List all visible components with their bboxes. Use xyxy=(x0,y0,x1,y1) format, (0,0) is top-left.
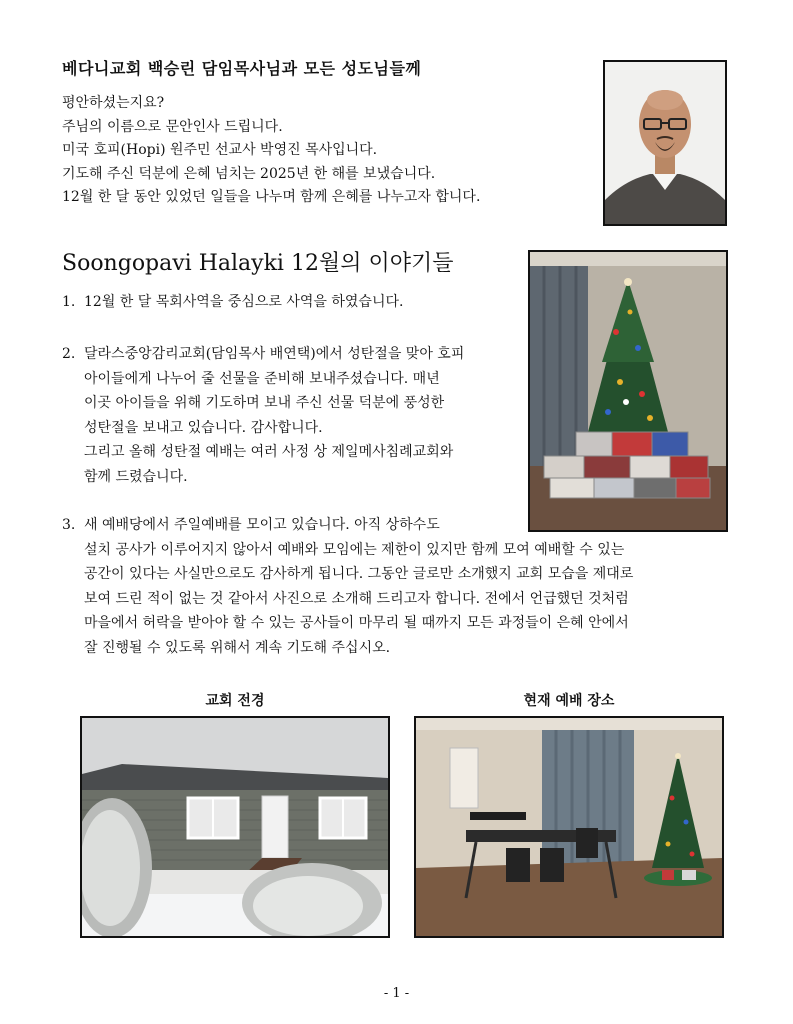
list-item xyxy=(62,342,464,489)
list-item-line: 이곳 아이들을 위해 기도하며 보내 주신 선물 덕분에 풍성한 xyxy=(84,395,445,411)
list-item-line: 12월 한 달 목회사역을 중심으로 사역을 하였습니다. xyxy=(84,294,404,310)
list-item-line: 새 예배당에서 주일예배를 모이고 있습니다. 아직 상하수도 xyxy=(84,517,440,533)
greeting-line: 주님의 이름으로 문안인사 드립니다. xyxy=(62,118,283,135)
worship-room-photo xyxy=(414,716,724,938)
list-item-line: 함께 드렸습니다. xyxy=(84,468,188,485)
page-number: - 1 - xyxy=(383,986,410,1001)
church-photo-caption: 교회 전경 xyxy=(205,693,265,709)
list-item-line: 마을에서 허락을 받아야 할 수 있는 공사들이 마무리 될 때까지 모든 과정들이 은혜 안에서 xyxy=(84,615,629,631)
worship-photo-caption: 현재 예배 장소 xyxy=(523,693,615,709)
christmas-gifts-photo xyxy=(528,250,728,532)
list-item xyxy=(62,290,403,315)
church-exterior-image xyxy=(82,718,388,936)
list-item-line: 설치 공사가 이루어지지 않아서 예배와 모임에는 제한이 있지만 함께 모여 예배할 수 있는 xyxy=(84,541,625,558)
list-item-line: 아이들에게 나누어 줄 선물을 준비해 보내주셨습니다. 매년 xyxy=(84,370,440,387)
church-exterior-photo xyxy=(80,716,390,938)
greeting-line: 12월 한 달 동안 있었던 일들을 나누며 함께 은혜를 나누고자 합니다. xyxy=(62,189,481,205)
greeting-line: 평안하셨는지요? xyxy=(62,95,165,111)
pastor-portrait-image xyxy=(605,62,725,224)
list-item-line: 그리고 올해 성탄절 예배는 여러 사정 상 제일메사침례교회와 xyxy=(84,444,454,460)
list-item-line: 잘 진행될 수 있도록 위해서 계속 기도해 주십시오. xyxy=(84,639,391,656)
list-item-line: 보여 드린 적이 없는 것 같아서 사진으로 소개해 드리고자 합니다. 전에서 언급했던 것처럼 xyxy=(84,590,629,607)
worship-room-image xyxy=(416,718,722,936)
list-item-number: 3. xyxy=(62,517,76,533)
list-item-line: 공간이 있다는 사실만으로도 감사하게 됩니다. 그동안 글로만 소개했지 교회 모습을 제대로 xyxy=(84,566,634,582)
list-item-line: 달라스중앙감리교회(담임목사 배연택)에서 성탄절을 맞아 호피 xyxy=(84,346,465,362)
list-item-number: 1. xyxy=(62,294,76,310)
letter-greeting xyxy=(62,92,480,210)
list-item-line: 성탄절을 보내고 있습니다. 감사합니다. xyxy=(84,419,323,436)
list-item xyxy=(62,513,633,660)
pastor-portrait xyxy=(603,60,727,226)
greeting-line: 기도해 주신 덕분에 은혜 넘치는 2025년 한 해를 보냈습니다. xyxy=(62,165,436,182)
list-item-number: 2. xyxy=(62,346,76,362)
christmas-tree-image xyxy=(530,252,726,530)
greeting-line: 미국 호피(Hopi) 원주민 선교사 박영진 목사입니다. xyxy=(62,142,378,158)
section-title: Soongopavi Halayki 12월의 이야기들 xyxy=(62,251,454,276)
letter-title: 베다니교회 백승린 담임목사님과 모든 성도님들께 xyxy=(62,59,422,78)
